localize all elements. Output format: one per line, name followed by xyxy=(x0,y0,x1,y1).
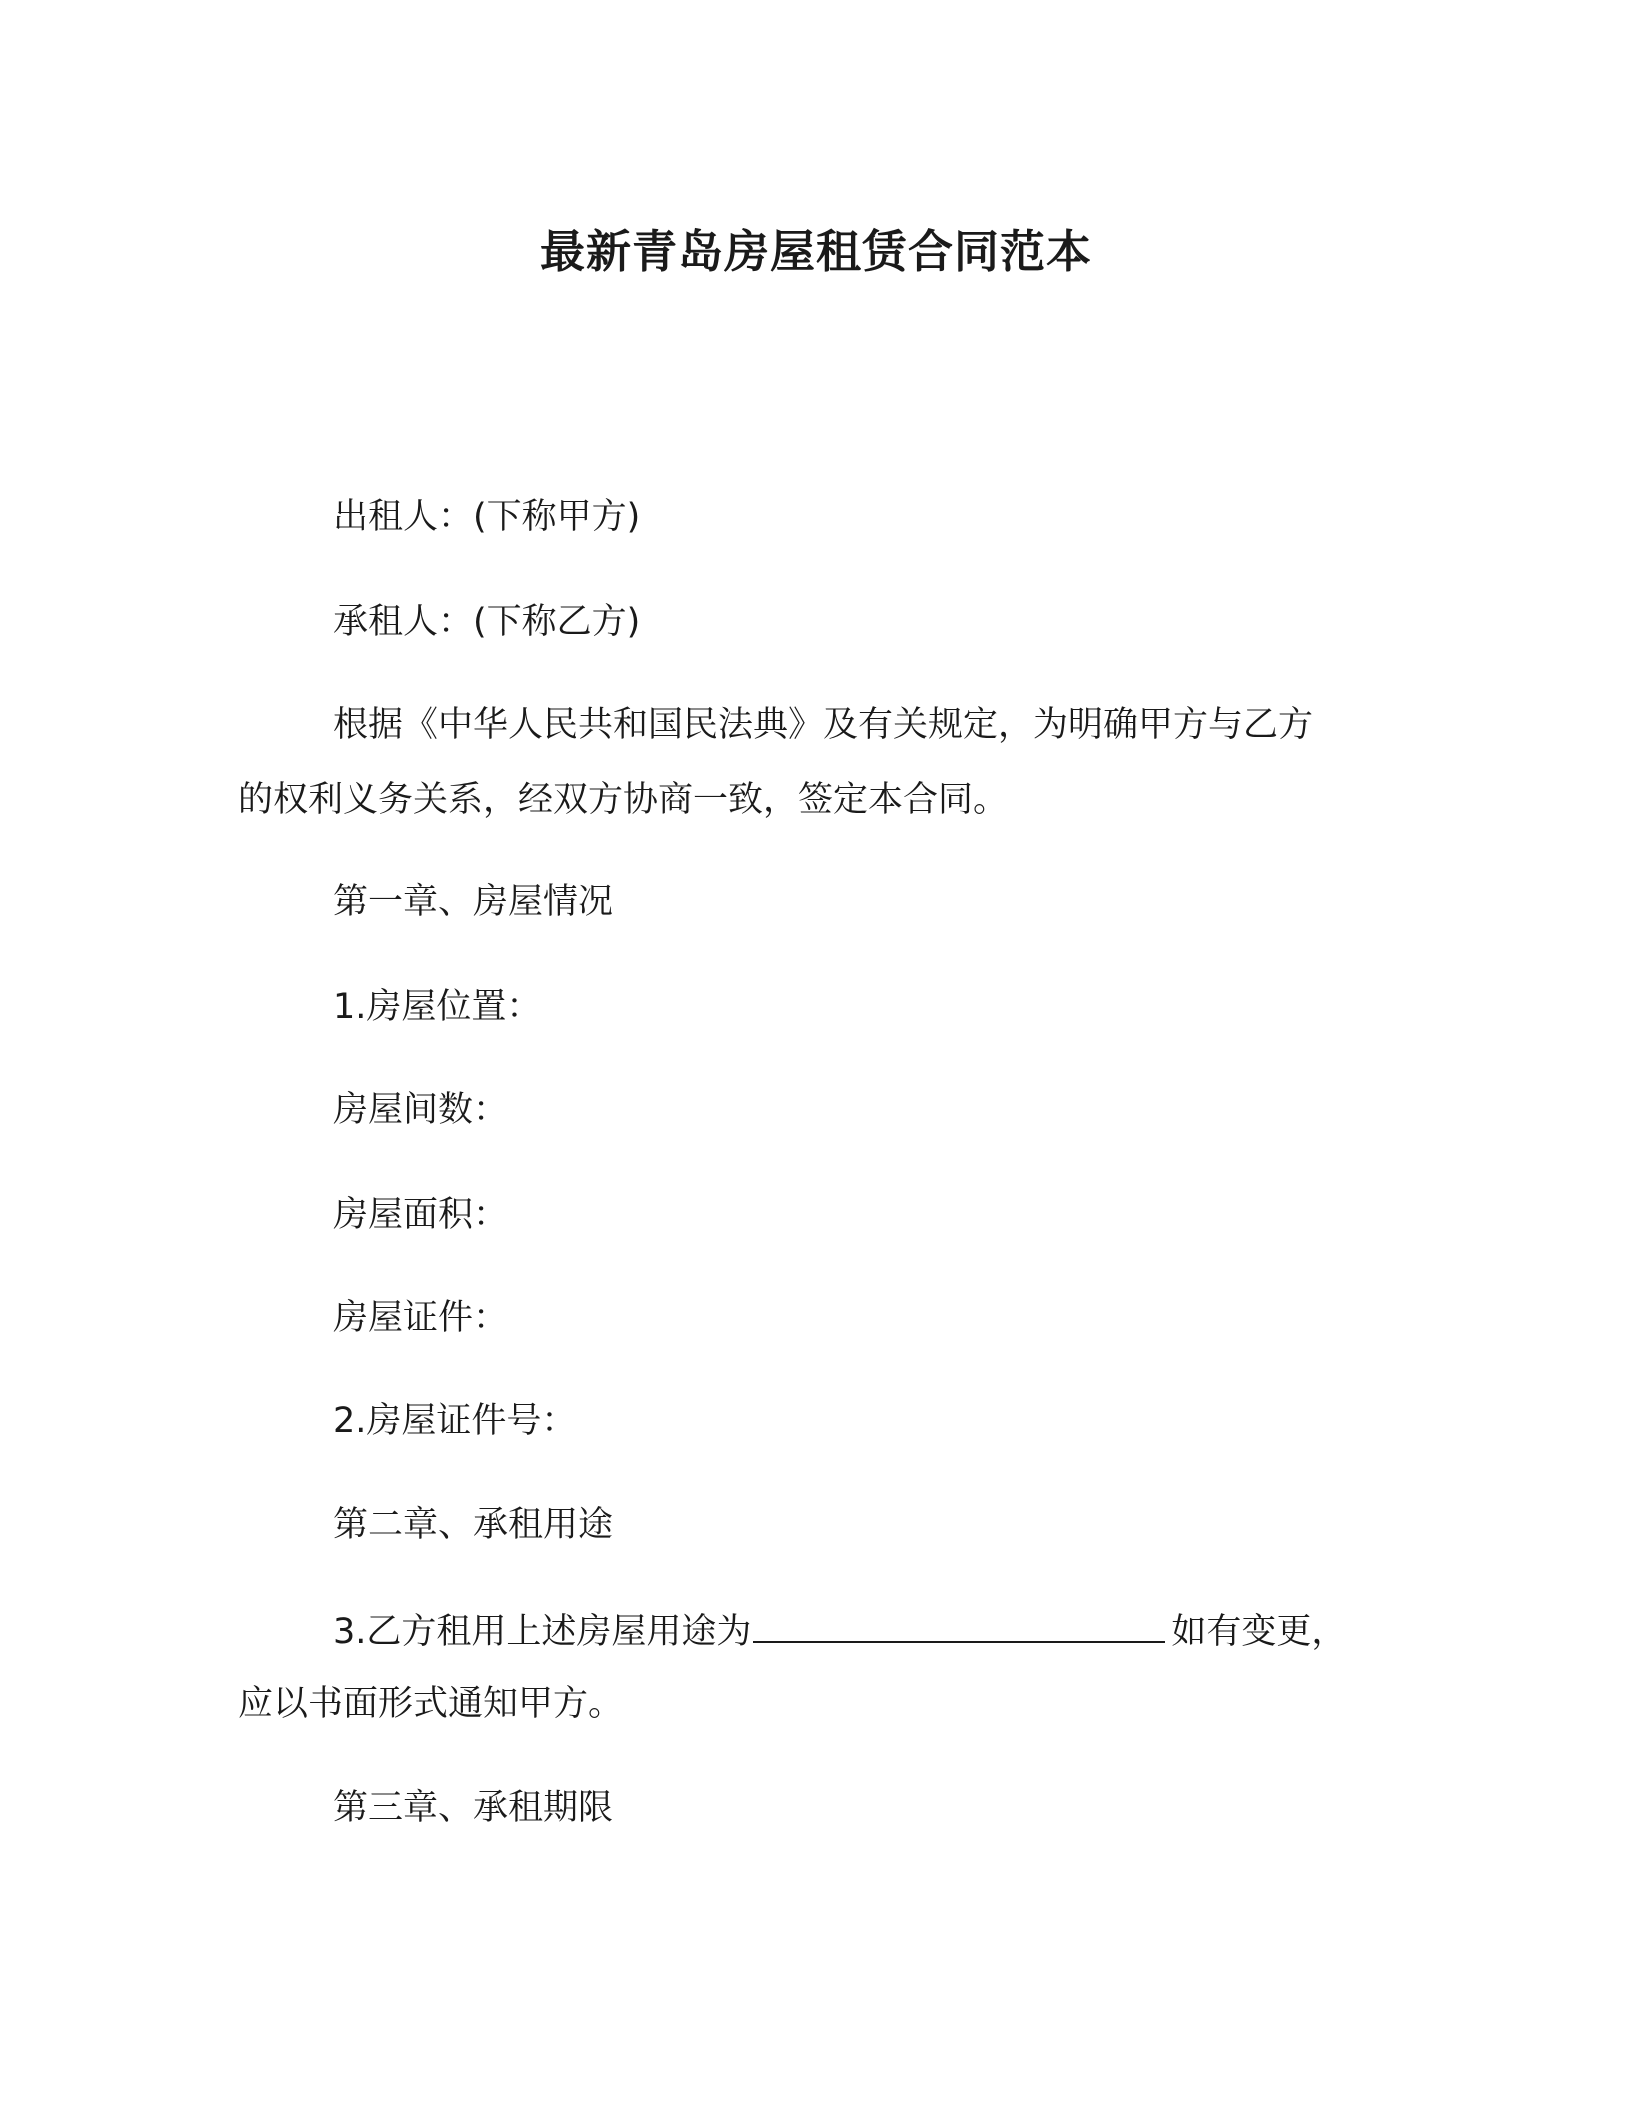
usage-blank-line xyxy=(753,1605,1165,1643)
document-title: 最新青岛房屋租赁合同范本 xyxy=(539,225,1092,278)
usage-line-2: 应以书面形式通知甲方。 xyxy=(238,1684,624,1724)
usage-prefix: 3.乙方租用上述房屋用途为 xyxy=(333,1612,752,1652)
house-certificate-field: 房屋证件： xyxy=(333,1298,509,1338)
chapter-2-heading: 第二章、承租用途 xyxy=(333,1505,614,1545)
intro-line-2: 的权利义务关系，经双方协商一致，签定本合同。 xyxy=(238,780,1009,820)
chapter-1-heading: 第一章、房屋情况 xyxy=(333,882,614,922)
chapter-3-heading: 第三章、承租期限 xyxy=(333,1788,614,1828)
house-location-field: 1.房屋位置： xyxy=(333,987,542,1027)
house-rooms-field: 房屋间数： xyxy=(333,1090,509,1130)
lessee-line: 承租人：(下称乙方) xyxy=(333,602,641,642)
usage-suffix: 如有变更， xyxy=(1171,1612,1347,1652)
intro-line-1: 根据《中华人民共和国民法典》及有关规定，为明确甲方与乙方 xyxy=(333,705,1314,745)
house-area-field: 房屋面积： xyxy=(333,1195,509,1235)
certificate-number-field: 2.房屋证件号： xyxy=(333,1401,577,1441)
lessor-line: 出租人：(下称甲方) xyxy=(333,497,641,537)
usage-line-1 xyxy=(333,1605,1346,1657)
